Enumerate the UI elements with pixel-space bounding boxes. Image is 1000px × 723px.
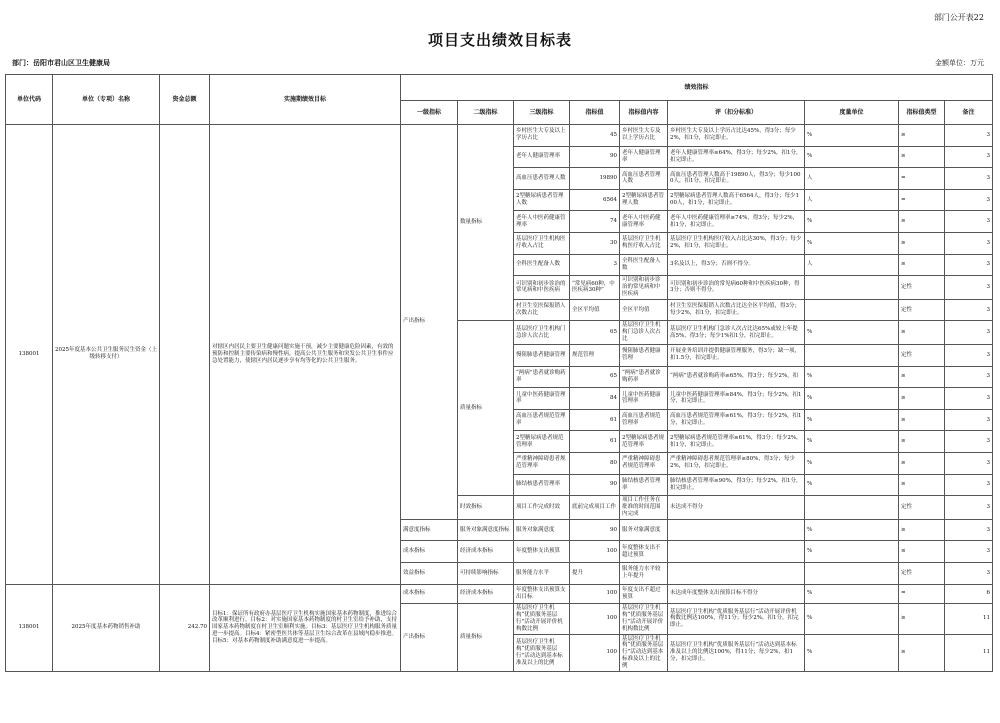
value-type: 定性 bbox=[899, 276, 945, 300]
measure: % bbox=[805, 321, 899, 345]
value-type: = bbox=[899, 168, 945, 190]
value-type: ≥ bbox=[899, 366, 945, 388]
level3: 老年人中医药健康管理率 bbox=[514, 211, 570, 233]
value: 100 bbox=[570, 634, 620, 671]
value-type: 定性 bbox=[899, 299, 945, 321]
page-number-label: 部门公开表22 bbox=[933, 13, 984, 22]
measure: 人 bbox=[805, 254, 899, 276]
content: 基层医疗卫生机构“优质服务基层行”活动开展评价机构数比例 bbox=[620, 604, 668, 635]
level3: 严重精神障碍患者规范管理率 bbox=[514, 452, 570, 474]
value: 80 bbox=[570, 452, 620, 474]
score: 未达成不得分 bbox=[668, 496, 805, 520]
measure: % bbox=[805, 409, 899, 431]
value: 3 bbox=[570, 254, 620, 276]
note: 3 bbox=[945, 299, 993, 321]
measure bbox=[805, 345, 899, 367]
header-type: 指标值类型 bbox=[899, 101, 945, 125]
project-amount bbox=[160, 125, 210, 585]
level3: 肺结核患者管理率 bbox=[514, 474, 570, 496]
value: 84 bbox=[570, 388, 620, 410]
note: 3 bbox=[945, 276, 993, 300]
note: 11 bbox=[945, 604, 993, 635]
value-type: 定性 bbox=[899, 562, 945, 584]
score: 开展业务培训并提供健康管理服务，得3分；缺一项，扣1.5分，扣完即止。 bbox=[668, 345, 805, 367]
score: 基层医疗卫生机构医疗收入占比达30%，得3分；每少2%，扣1分，扣完即止。 bbox=[668, 232, 805, 254]
value-type: ≥ bbox=[899, 604, 945, 635]
level2-quality: 质量指标 bbox=[458, 321, 514, 496]
value-type: ≥ bbox=[899, 254, 945, 276]
value: 90 bbox=[570, 474, 620, 496]
content: 基层医疗卫生机构“优质服务基层行”活动达到基本标准及以上的比例 bbox=[620, 634, 668, 671]
measure: % bbox=[805, 634, 899, 671]
score: 高血压患者管理人数高于19890人，得3分；每少1000人，扣1分，扣完即止。 bbox=[668, 168, 805, 190]
content: 严重精神障碍患者规范管理率 bbox=[620, 452, 668, 474]
measure: % bbox=[805, 541, 899, 563]
value-type: ≥ bbox=[899, 474, 945, 496]
note: 3 bbox=[945, 562, 993, 584]
value: 100 bbox=[570, 584, 620, 604]
value: 74 bbox=[570, 211, 620, 233]
content: 2型糖尿病患者管理人数 bbox=[620, 189, 668, 211]
measure: % bbox=[805, 604, 899, 635]
value-type: ≥ bbox=[899, 211, 945, 233]
level2-cost: 经济成本指标 bbox=[458, 541, 514, 563]
value-type: 定性 bbox=[899, 345, 945, 367]
content: 乡村医生大专及以上学历占比 bbox=[620, 125, 668, 147]
value-type: ≥ bbox=[899, 409, 945, 431]
level1-cost: 成本指标 bbox=[401, 541, 458, 563]
value: 100 bbox=[570, 541, 620, 563]
value: 19890 bbox=[570, 168, 620, 190]
score: 高血压患者规范管理率≥61%，得3分；每少2%，扣1分，扣完即止。 bbox=[668, 409, 805, 431]
measure bbox=[805, 496, 899, 520]
note: 3 bbox=[945, 519, 993, 541]
value-type: ≥ bbox=[899, 321, 945, 345]
measure: 人 bbox=[805, 168, 899, 190]
note: 3 bbox=[945, 366, 993, 388]
measure: % bbox=[805, 366, 899, 388]
value-type: ≥ bbox=[899, 519, 945, 541]
amount-unit-label: 金额单位：万元 bbox=[935, 59, 984, 67]
content: 服务能力水平较上年提升 bbox=[620, 562, 668, 584]
header-note: 备注 bbox=[945, 101, 993, 125]
note: 3 bbox=[945, 345, 993, 367]
note: 3 bbox=[945, 168, 993, 190]
value-type: = bbox=[899, 584, 945, 604]
measure: % bbox=[805, 211, 899, 233]
header-goal: 实施期绩效目标 bbox=[210, 75, 401, 125]
note: 3 bbox=[945, 125, 993, 147]
level2-timeliness: 时效指标 bbox=[458, 496, 514, 520]
value-type: ≥ bbox=[899, 232, 945, 254]
level3: 儿童中医药健康管理率 bbox=[514, 388, 570, 410]
measure: 人 bbox=[805, 189, 899, 211]
score: 严重精神障碍患者规范管理率≥80%，得3分；每少2%，扣1分，扣完即止。 bbox=[668, 452, 805, 474]
level3: 2型糖尿病患者管理人数 bbox=[514, 189, 570, 211]
content: 儿童中医药健康管理率 bbox=[620, 388, 668, 410]
header-level1: 一级指标 bbox=[401, 101, 458, 125]
project-name: 2025年度基本公共卫生服务民生资金（上级转移支付） bbox=[53, 125, 160, 585]
content: 服务对象满意度 bbox=[620, 519, 668, 541]
note: 3 bbox=[945, 541, 993, 563]
level3: 村卫生室医保报销人次数占比 bbox=[514, 299, 570, 321]
department-label: 部门：岳阳市君山区卫生健康局 bbox=[12, 58, 110, 67]
level3: 老年人健康管理率 bbox=[514, 146, 570, 168]
level3: 服务能力水平 bbox=[514, 562, 570, 584]
measure: % bbox=[805, 519, 899, 541]
score: “两病”患者就诊购药率≥65%，得3分；每少2%，扣 bbox=[668, 366, 805, 388]
level1-satisfaction: 满意度指标 bbox=[401, 519, 458, 541]
score: 可识别和初步诊治的常见病60种和中医疾病30种，得3分；否则不得分。 bbox=[668, 276, 805, 300]
content: 全区平均值 bbox=[620, 299, 668, 321]
value: 61 bbox=[570, 409, 620, 431]
note: 3 bbox=[945, 452, 993, 474]
content: 年度整体支出不超过预算 bbox=[620, 541, 668, 563]
measure: % bbox=[805, 452, 899, 474]
value: 全区平均值 bbox=[570, 299, 620, 321]
level1-cost: 成本指标 bbox=[401, 584, 458, 604]
level3: 服务对象满意度 bbox=[514, 519, 570, 541]
level3: 基层医疗卫生机构“优质服务基层行”活动达到基本标准及以上的比例 bbox=[514, 634, 570, 671]
header-content: 指标值内容 bbox=[620, 101, 668, 125]
level2-quality: 质量指标 bbox=[458, 604, 514, 672]
value-type: ≥ bbox=[899, 146, 945, 168]
score: 儿童中医药健康管理率≥84%，得3分；每少2%，扣1分，扣完即止。 bbox=[668, 388, 805, 410]
level3: 高血压患者规范管理率 bbox=[514, 409, 570, 431]
note: 11 bbox=[945, 634, 993, 671]
table-row bbox=[6, 125, 993, 147]
content: 老年人健康管理率 bbox=[620, 146, 668, 168]
measure: % bbox=[805, 474, 899, 496]
content: 老年人中医药健康管理率 bbox=[620, 211, 668, 233]
note: 3 bbox=[945, 409, 993, 431]
level3: “两病”患者就诊购药率 bbox=[514, 366, 570, 388]
level3: 基层医疗卫生机构医疗收入占比 bbox=[514, 232, 570, 254]
value: 90 bbox=[570, 146, 620, 168]
header-perf: 绩效指标 bbox=[401, 75, 993, 101]
measure: % bbox=[805, 146, 899, 168]
score bbox=[668, 519, 805, 541]
note: 3 bbox=[945, 254, 993, 276]
note: 3 bbox=[945, 388, 993, 410]
score: 乡村医生大专及以上学历占比达45%，得3分；每少2%，扣1分，扣完即止。 bbox=[668, 125, 805, 147]
value: 6564 bbox=[570, 189, 620, 211]
value-type: ≥ bbox=[899, 388, 945, 410]
content: 高血压患者规范管理率 bbox=[620, 409, 668, 431]
note: 3 bbox=[945, 232, 993, 254]
note: 3 bbox=[945, 321, 993, 345]
value: 45 bbox=[570, 125, 620, 147]
measure bbox=[805, 276, 899, 300]
note: 3 bbox=[945, 431, 993, 453]
content: 基层医疗卫生机构医疗收入占比 bbox=[620, 232, 668, 254]
table-row bbox=[6, 584, 993, 604]
score: 村卫生室医保报销人次数占比达全区平均值，得3分；每少2%，扣1分，扣完即止。 bbox=[668, 299, 805, 321]
level3: 基层医疗卫生机构门急诊人次占比 bbox=[514, 321, 570, 345]
score bbox=[668, 541, 805, 563]
content: 高血压患者管理人数 bbox=[620, 168, 668, 190]
content: 项目工作任务在批准的时间范围内完成 bbox=[620, 496, 668, 520]
level2-cost: 经济成本指标 bbox=[458, 584, 514, 604]
score: 3名及以上，得3分；否则不得分。 bbox=[668, 254, 805, 276]
note: 3 bbox=[945, 211, 993, 233]
content: 全科医生配备人数 bbox=[620, 254, 668, 276]
header-level3: 三级指标 bbox=[514, 101, 570, 125]
score: 未达成年度整体支出预算目标不得分 bbox=[668, 584, 805, 604]
value-type: ≥ bbox=[899, 452, 945, 474]
level3: 年度整体支出预算 bbox=[514, 541, 570, 563]
value-type: ≤ bbox=[899, 541, 945, 563]
header-measure: 度量单位 bbox=[805, 101, 899, 125]
header-level2: 二级指标 bbox=[458, 101, 514, 125]
value: 65 bbox=[570, 321, 620, 345]
value: 提升 bbox=[570, 562, 620, 584]
value-type: ≥ bbox=[899, 431, 945, 453]
content: 年度支出不超过预算 bbox=[620, 584, 668, 604]
score: 老年人中医药健康管理率≥74%，得3分；每少2%，扣1分，扣完即止。 bbox=[668, 211, 805, 233]
header-code: 单位代码 bbox=[6, 75, 53, 125]
content: 2型糖尿病患者规范管理率 bbox=[620, 431, 668, 453]
score: 基层医疗卫生机构“优质服务基层行”活动达到基本标准及以上的比例达100%，得11分；每少2%，扣1分，扣完即止。 bbox=[668, 634, 805, 671]
performance-table bbox=[5, 74, 993, 672]
measure: % bbox=[805, 125, 899, 147]
content: 肺结核患者管理率 bbox=[620, 474, 668, 496]
level2-benefit: 可持续影响指标 bbox=[458, 562, 514, 584]
note: 3 bbox=[945, 146, 993, 168]
project-goal: 目标1：保证所有政府办基层医疗卫生机构实施国家基本药物制度，推进综合改革顺利进行。目标2：对实施国家基本药物制度的村卫生室给予补助，支持国家基本药物制度在村卫生室顺利实施。目标3：基层医疗卫生机构服务质量进一步提高。目标4：紧密型医共体等基层卫生综合改革在县域内稳步推进。目标5：对基本药物制度补助满意度进一步提高。 bbox=[210, 584, 401, 671]
content: 可识别和初步诊治的常见病和中医疾病 bbox=[620, 276, 668, 300]
project-code: 138001 bbox=[6, 584, 53, 671]
header-amount: 资金总额 bbox=[160, 75, 210, 125]
level2-quantity: 数量指标 bbox=[458, 125, 514, 321]
score: 2型糖尿病患者管理人数高于6564人，得3分；每少100人，扣1分，扣完即止。 bbox=[668, 189, 805, 211]
value: 规范管理 bbox=[570, 345, 620, 367]
score: 基层医疗卫生机构门急诊人次占比达65%或较上年提高5%，得3分；每少1%扣1分，扣完即止。 bbox=[668, 321, 805, 345]
score bbox=[668, 562, 805, 584]
project-amount: 242.70 bbox=[160, 584, 210, 671]
measure bbox=[805, 562, 899, 584]
note: 6 bbox=[945, 584, 993, 604]
level3: 慢阻肺患者健康管理 bbox=[514, 345, 570, 367]
page-title: 项目支出绩效目标表 bbox=[427, 31, 572, 49]
note: 3 bbox=[945, 189, 993, 211]
value: 61 bbox=[570, 431, 620, 453]
measure: % bbox=[805, 584, 899, 604]
content: “两病”患者就诊购药率 bbox=[620, 366, 668, 388]
content: 慢阻肺患者健康管理 bbox=[620, 345, 668, 367]
value: “常见病60种，中医疾病30种” bbox=[570, 276, 620, 300]
level3: 可识别和初步诊治的常见病和中医疾病 bbox=[514, 276, 570, 300]
note: 3 bbox=[945, 474, 993, 496]
value-type: ≥ bbox=[899, 634, 945, 671]
measure: % bbox=[805, 431, 899, 453]
level3: 基层医疗卫生机构“优质服务基层行”活动开展评价机构数比例 bbox=[514, 604, 570, 635]
project-code: 138001 bbox=[6, 125, 53, 585]
score: 肺结核患者管理率≥90%，得3分；每少2%，扣1分，扣完即止。 bbox=[668, 474, 805, 496]
level3: 项目工作完成时效 bbox=[514, 496, 570, 520]
value: 65 bbox=[570, 366, 620, 388]
level3: 2型糖尿病患者规范管理率 bbox=[514, 431, 570, 453]
score: 2型糖尿病患者规范管理率≥61%，得3分；每少2%，扣1分，扣完即止。 bbox=[668, 431, 805, 453]
content: 基层医疗卫生机构门急诊人次占比 bbox=[620, 321, 668, 345]
level3: 乡村医生大专及以上学历占比 bbox=[514, 125, 570, 147]
level3: 高血压患者管理人数 bbox=[514, 168, 570, 190]
value-type: = bbox=[899, 189, 945, 211]
level1-output: 产出指标 bbox=[401, 125, 458, 520]
measure bbox=[805, 299, 899, 321]
value-type: 定性 bbox=[899, 496, 945, 520]
value: 底前完成项目工作 bbox=[570, 496, 620, 520]
measure: % bbox=[805, 232, 899, 254]
level3: 全科医生配备人数 bbox=[514, 254, 570, 276]
score: 基层医疗卫生机构“优质服务基层行”活动开展评价机构数比例达100%，得11分；每少2%，扣1分，扣完即止。 bbox=[668, 604, 805, 635]
level1-output: 产出指标 bbox=[401, 604, 458, 672]
value: 30 bbox=[570, 232, 620, 254]
note: 3 bbox=[945, 496, 993, 520]
measure: % bbox=[805, 388, 899, 410]
header-score: 评（扣分标准） bbox=[668, 101, 805, 125]
score: 老年人健康管理率≥64%，得3分；每少2%，扣1分，扣完即止。 bbox=[668, 146, 805, 168]
project-goal: 对辖区内居民主要卫生健康问题实施干预，减少主要健康危险因素，有效的预防和控制主要传染病和慢性病，提高公共卫生服务和突发公共卫生事件应急处置能力，使辖区内居民逐步享有均等化的公共卫生服务。 bbox=[210, 125, 401, 585]
header-name: 单位（专项）名称 bbox=[53, 75, 160, 125]
level2-satisfaction: 服务对象满意度指标 bbox=[458, 519, 514, 541]
value: 100 bbox=[570, 604, 620, 635]
header-value: 指标值 bbox=[570, 101, 620, 125]
level3: 年度整体支出预算支出目标 bbox=[514, 584, 570, 604]
value-type: ≥ bbox=[899, 125, 945, 147]
level1-benefit: 效益指标 bbox=[401, 562, 458, 584]
project-name: 2025年度基本药物销售补助 bbox=[53, 584, 160, 671]
value: 90 bbox=[570, 519, 620, 541]
